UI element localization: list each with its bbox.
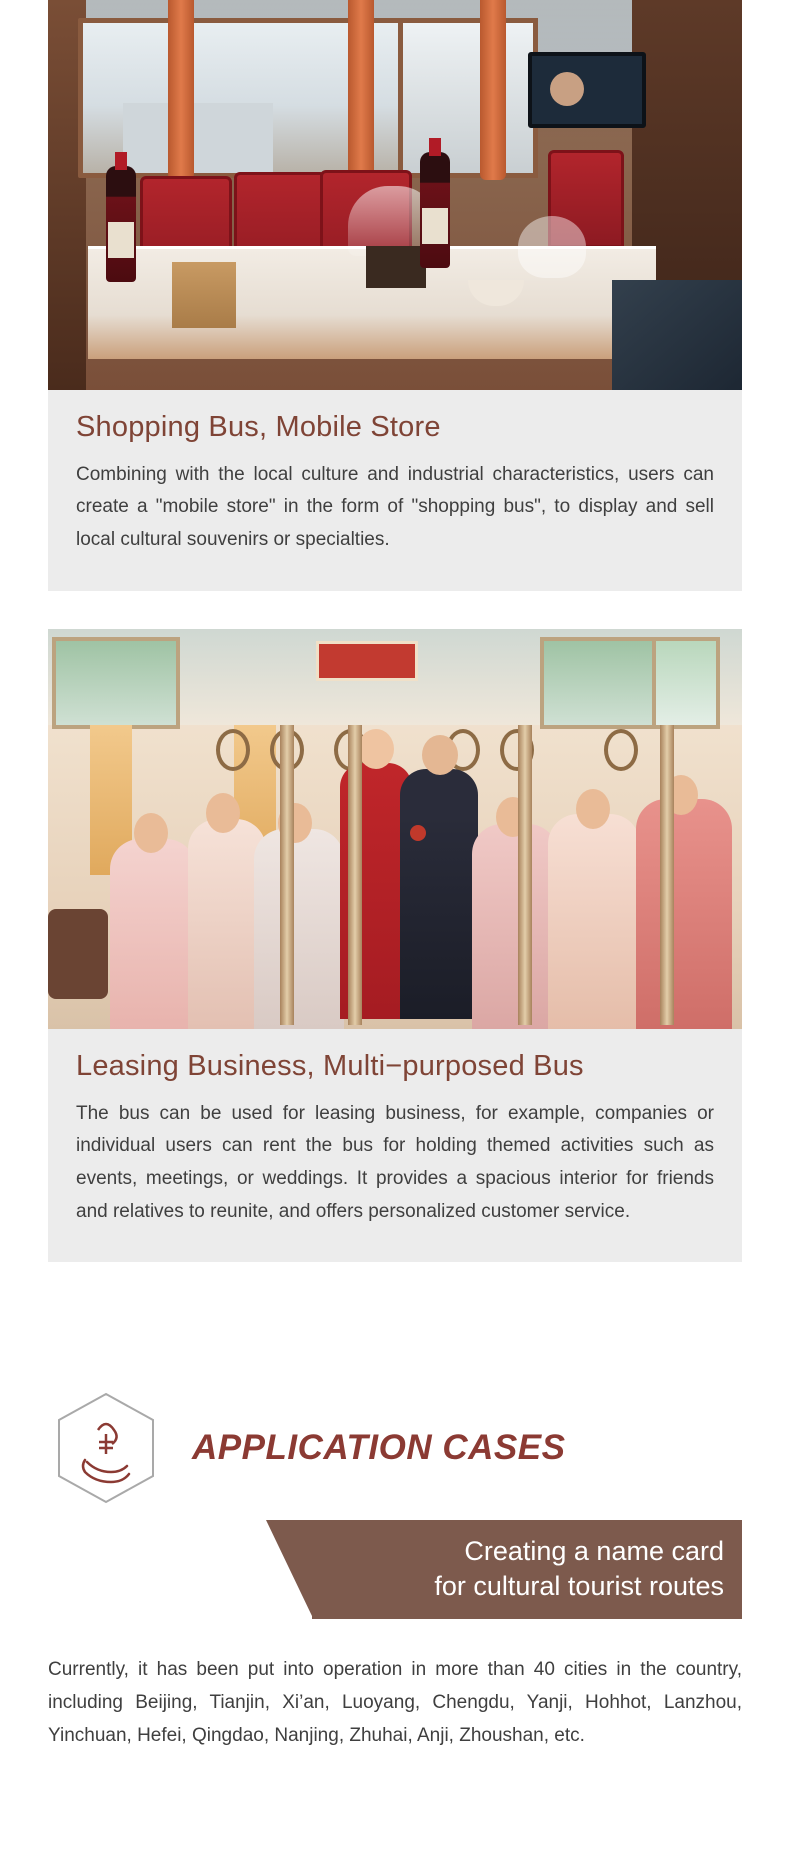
feature-card-shopping-bus — [48, 0, 742, 591]
photo-decor — [168, 0, 194, 180]
wedding-bus-photo — [48, 629, 742, 1029]
photo-decor — [612, 280, 742, 390]
photo-decor — [400, 769, 478, 1019]
photo-decor — [540, 637, 668, 729]
photo-decor — [316, 641, 418, 681]
photo-decor — [636, 799, 732, 1029]
photo-decor — [604, 729, 638, 771]
photo-decor — [472, 824, 558, 1029]
photo-decor — [518, 216, 586, 278]
photo-decor — [576, 789, 610, 829]
shopping-bus-photo — [48, 0, 742, 390]
photo-decor — [480, 0, 506, 180]
photo-decor — [216, 729, 250, 771]
photo-decor — [348, 0, 374, 180]
photo-decor — [652, 637, 720, 729]
feature-card-title: Shopping Bus, Mobile Store — [76, 411, 441, 443]
spacer — [0, 1262, 790, 1390]
photo-decor — [48, 909, 108, 999]
application-cases-title: APPLICATION CASES — [192, 1428, 566, 1468]
feature-card-body — [48, 1029, 742, 1262]
photo-decor — [660, 725, 674, 1025]
photo-decor — [134, 813, 168, 853]
cases-banner — [312, 1520, 742, 1619]
cases-banner-line1: Creating a name card — [464, 1536, 724, 1567]
photo-decor — [548, 814, 640, 1029]
feature-card-leasing-business — [48, 629, 742, 1262]
application-cases-section — [0, 1390, 790, 1752]
application-cases-header — [48, 1390, 742, 1506]
photo-decor — [398, 18, 538, 178]
photo-decor — [52, 637, 180, 729]
hand-holding-yuan-hexagon-icon — [54, 1390, 158, 1506]
feature-card-text: Combining with the local culture and industrial characteristics, users can create a "mobile store" in the form of "shopping bus", to display and sell local cultural souvenirs or specialties. — [76, 463, 714, 551]
photo-decor — [254, 829, 344, 1029]
cases-banner-wrap — [48, 1520, 742, 1619]
spacer — [0, 591, 790, 629]
photo-decor — [206, 793, 240, 833]
photo-decor — [172, 262, 236, 328]
photo-decor — [420, 152, 450, 268]
photo-decor — [366, 246, 426, 288]
photo-decor — [518, 725, 532, 1025]
feature-card-body — [48, 390, 742, 591]
application-cases-body: Currently, it has been put into operation in more than 40 cities in the country, including Beijing, Tianjin, Xi’an, Luoyang, Chengdu, Yanji, Hohhot, Lanzhou, Yinchuan, Hefei, Qingdao, Nanjing, Zhuhai, Anji, Zhoushan, etc. — [48, 1659, 742, 1747]
photo-decor — [110, 839, 196, 1029]
photo-decor — [528, 52, 646, 128]
photo-decor — [280, 725, 294, 1025]
feature-card-title: Leasing Business, Multi−purposed Bus — [76, 1049, 584, 1082]
photo-decor — [106, 166, 136, 282]
cases-banner-line2: for cultural tourist routes — [434, 1570, 724, 1601]
photo-decor — [348, 725, 362, 1025]
feature-card-text: The bus can be used for leasing business, for example, companies or individual users can rent the bus for holding themed activities such as events, meetings, or weddings. It provides a spacious interior for friends and relatives to reunite, and offers personalized customer service. — [76, 1102, 714, 1222]
